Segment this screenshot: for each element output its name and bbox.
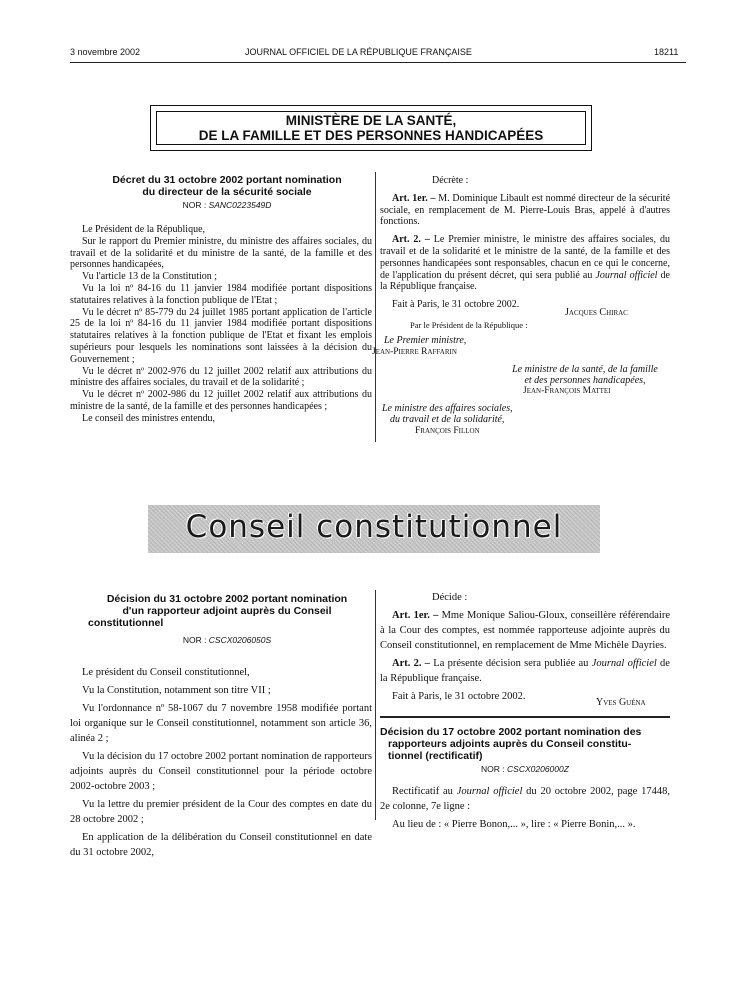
decret-title-line-1: Décret du 31 octobre 2002 portant nomination [112,174,342,186]
decision1-title: Décision du 31 octobre 2002 portant nomination d'un rapporteur adjoint auprès du Conseil constitutionnel NOR : CSCX0206050S [82,593,372,645]
decision1-line: Vu l'ordonnance nº 58-1067 du 7 novembre 1958 modifiée portant loi organique sur le Conseil constitutionnel, notamment son article 36, alinéa 2 ; [70,703,372,744]
decret-articles [380,175,670,311]
decision2-correction: Au lieu de : « Pierre Bonon,... », lire : « Pierre Bonin,... ». [392,819,636,830]
decrete-label: Décrète : [432,175,469,186]
decision2-nor: NOR : CSCX0206000Z [481,764,569,774]
min-social-title: Le ministre des affaires sociales, du travail et de la solidarité, [382,403,513,425]
par-le-president: Par le Président de la République : [410,320,528,330]
decide-label: Décide : [432,592,468,603]
decision1-fait: Fait à Paris, le 31 octobre 2002. [392,691,526,702]
column-rule-bottom [375,590,376,820]
ministry-line-2: DE LA FAMILLE ET DES PERSONNES HANDICAPÉES [198,128,544,143]
decret-fait: Fait à Paris, le 31 octobre 2002. [392,299,520,311]
column-rule-top [375,172,376,442]
decret-article-2: Art. 2. – Le Premier ministre, le ministre des affaires sociales, du travail et de la solidarité et le ministre de la santé, de la famille et des personnes handicapées sont responsables, chacun en ce qui le concerne, de l'application du présent décret, qui sera publié au Journal officiel de la République française. [380,234,670,293]
decision2-nor-code: CSCX0206000Z [507,764,569,774]
pm-title: Le Premier ministre, [384,335,467,346]
journal-title: JOURNAL OFFICIEL DE LA RÉPUBLIQUE FRANÇAISE [245,47,472,57]
decret-title-line-2: du directeur de la sécurité sociale [142,186,312,198]
page-date: 3 novembre 2002 [70,47,141,57]
signature-guena: Yves Guéna [596,697,646,708]
decret-line: Vu la loi nº 84-16 du 11 janvier 1984 modifiée portant dispositions statutaires relatives à la fonction publique de l'Etat ; [70,282,372,306]
decret-article-1: Art. 1er. – M. Dominique Libault est nommé directeur de la sécurité sociale, en remplacement de M. Pierre-Louis Bras, appelé à d'autres fonctions. [380,192,671,228]
decret-line: Vu le décret nº 2002-986 du 12 juillet 2002 relatif aux attributions du ministre de la santé, de la famille et des personnes handicapées ; [70,389,372,412]
decision1-nor: NOR : CSCX0206050S [182,635,272,645]
decret-title [82,174,372,210]
decision2-body [380,784,670,832]
decret-line: Le conseil des ministres entendu, [82,412,216,424]
min-sante-name: Jean-François Mattei [523,386,611,396]
decision1-article-2: Art. 2. – La présente décision sera publiée au Journal officiel de la République française. [380,658,670,684]
ministry-line-1: MINISTÈRE DE LA SANTÉ, [285,113,457,128]
decret-line: Sur le rapport du Premier ministre, du ministre des affaires sociales, du travail et de la solidarité et du ministre de la santé, de la famille et des personnes handicapées, [70,235,372,271]
decision1-line: Vu la décision du 17 octobre 2002 portant nomination de rapporteurs adjoints auprès du Conseil constitutionnel pour la période octobre 2002-octobre 2003 ; [70,751,372,792]
decision1-nor-code: CSCX0206050S [208,635,272,645]
decision2-rectificatif: Rectificatif au Journal officiel du 20 octobre 2002, page 17448, 2e colonne, 7e ligne : [380,786,670,812]
decision1-body [70,665,372,860]
decision1-line: Vu la lettre du premier président de la Cour des comptes en date du 28 octobre 2002 ; [70,799,372,825]
min-sante-title: Le ministre de la santé, de la famille et des personnes handicapées, [512,364,658,386]
signature-president: Jacques Chirac [565,307,628,318]
decision2-title: Décision du 17 octobre 2002 portant nomination des rapporteurs adjoints auprès du Conseil constitu- tionnel (rectificatif) NOR : CSCX0206000Z [380,726,670,774]
decret-line: Le Président de la République, [82,224,206,235]
decret-line: Vu le décret nº 2002-976 du 12 juillet 2002 relatif aux attributions du ministre des affaires sociales, du travail et de la solidarité ; [70,365,372,389]
page-number: 18211 [654,47,679,57]
pm-name: Jean-Pierre Raffarin [372,347,457,357]
decision1-article-1: Art. 1er. – Mme Monique Saliou-Gloux, conseillère référendaire à la Cour des comptes, est nommée rapporteuse adjointe auprès du Conseil constitutionnel, en remplacement de Mme Michèle Dayries. [380,610,670,651]
decret-nor: NOR : SANC0223549D [182,200,272,210]
banner-title: Conseil constitutionnel [185,509,563,545]
decret-line: Vu l'article 13 de la Constitution ; [82,271,218,283]
ministry-box [150,105,592,151]
decision1-articles [380,590,670,704]
decret-body [70,224,372,425]
decision1-line: En application de la délibération du Conseil constitutionnel en date du 31 octobre 2002, [70,832,372,858]
decret-nor-code: SANC0223549D [208,200,272,210]
decision1-line: Vu la Constitution, notamment son titre VII ; [82,685,271,696]
conseil-banner [148,505,600,553]
section-separator [380,716,670,718]
decret-line: Vu le décret nº 85-779 du 24 juillet 1985 portant application de l'article 25 de la loi nº 84-16 du 11 janvier 1984 modifiée portant dispositions statutaires relatives à la fonction publique de l'Etat et fixant les emplois supérieurs pour lesquels les nominations sont laissées à la décision du Gouvernement ; [70,306,372,365]
header-rule [70,62,686,63]
min-social-name: François Fillon [415,426,480,436]
decision1-line: Le président du Conseil constitutionnel, [82,667,250,678]
